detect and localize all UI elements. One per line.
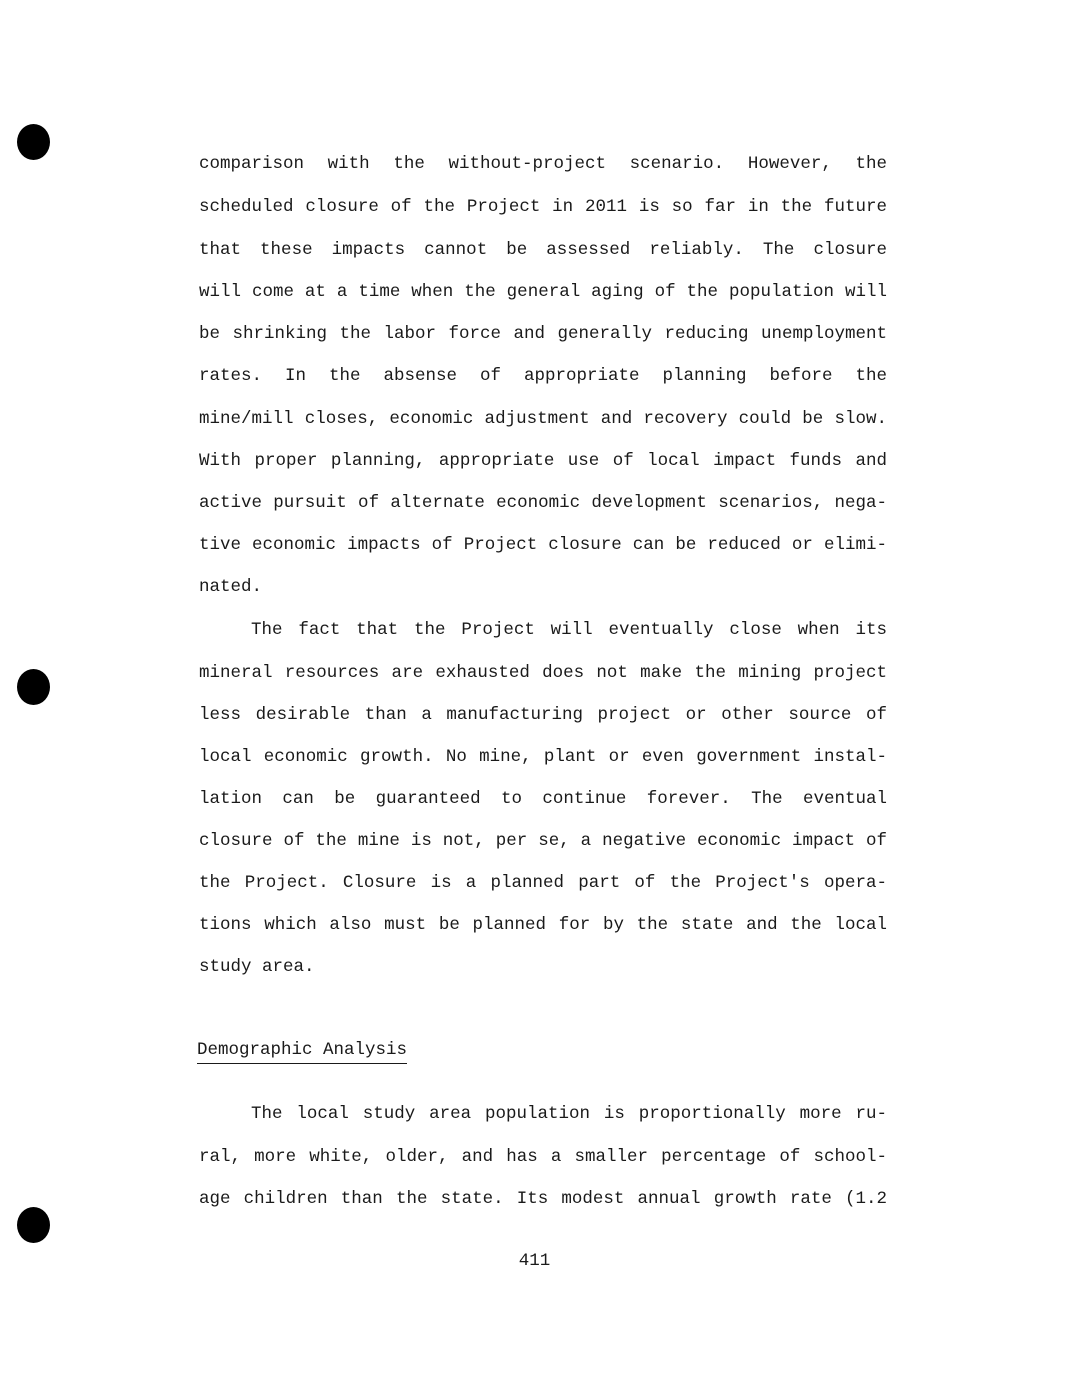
text-line: rates. In the absense of appropriate planning before the (199, 366, 887, 386)
text-line: The fact that the Project will eventually close when its (251, 620, 887, 640)
page-number: 411 (518, 1251, 551, 1271)
text-line: that these impacts cannot be assessed reliably. The closure (199, 240, 887, 260)
text-line: tions which also must be planned for by the state and the local (199, 915, 887, 935)
text-line: comparison with the without-project scenario. However, the (199, 154, 887, 174)
text-line: ral, more white, older, and has a smaller percentage of school- (199, 1147, 887, 1167)
text-line: local economic growth. No mine, plant or even government instal- (199, 747, 887, 767)
punch-hole-icon (17, 1207, 50, 1243)
punch-hole-icon (17, 124, 50, 160)
text-line: mineral resources are exhausted does not make the mining project (199, 663, 887, 683)
text-line: will come at a time when the general aging of the population will (199, 282, 887, 302)
text-line: nated. (199, 577, 263, 597)
text-line: the Project. Closure is a planned part of the Project's opera- (199, 873, 887, 893)
text-line: tive economic impacts of Project closure can be reduced or elimi- (199, 535, 887, 555)
text-line: less desirable than a manufacturing project or other source of (199, 705, 887, 725)
text-line: lation can be guaranteed to continue forever. The eventual (199, 789, 887, 809)
text-line: mine/mill closes, economic adjustment and recovery could be slow. (199, 409, 887, 429)
text-line: With proper planning, appropriate use of local impact funds and (199, 451, 887, 471)
section-heading: Demographic Analysis (197, 1040, 407, 1064)
text-line: active pursuit of alternate economic development scenarios, nega- (199, 493, 887, 513)
punch-hole-icon (17, 669, 50, 705)
text-line: closure of the mine is not, per se, a negative economic impact of (199, 831, 887, 851)
text-line: study area. (199, 957, 315, 977)
text-line: The local study area population is proportionally more ru- (251, 1104, 887, 1124)
text-line: scheduled closure of the Project in 2011 is so far in the future (199, 197, 887, 217)
text-line: age children than the state. Its modest annual growth rate (1.2 (199, 1189, 887, 1209)
text-line: be shrinking the labor force and generally reducing unemployment (199, 324, 887, 344)
